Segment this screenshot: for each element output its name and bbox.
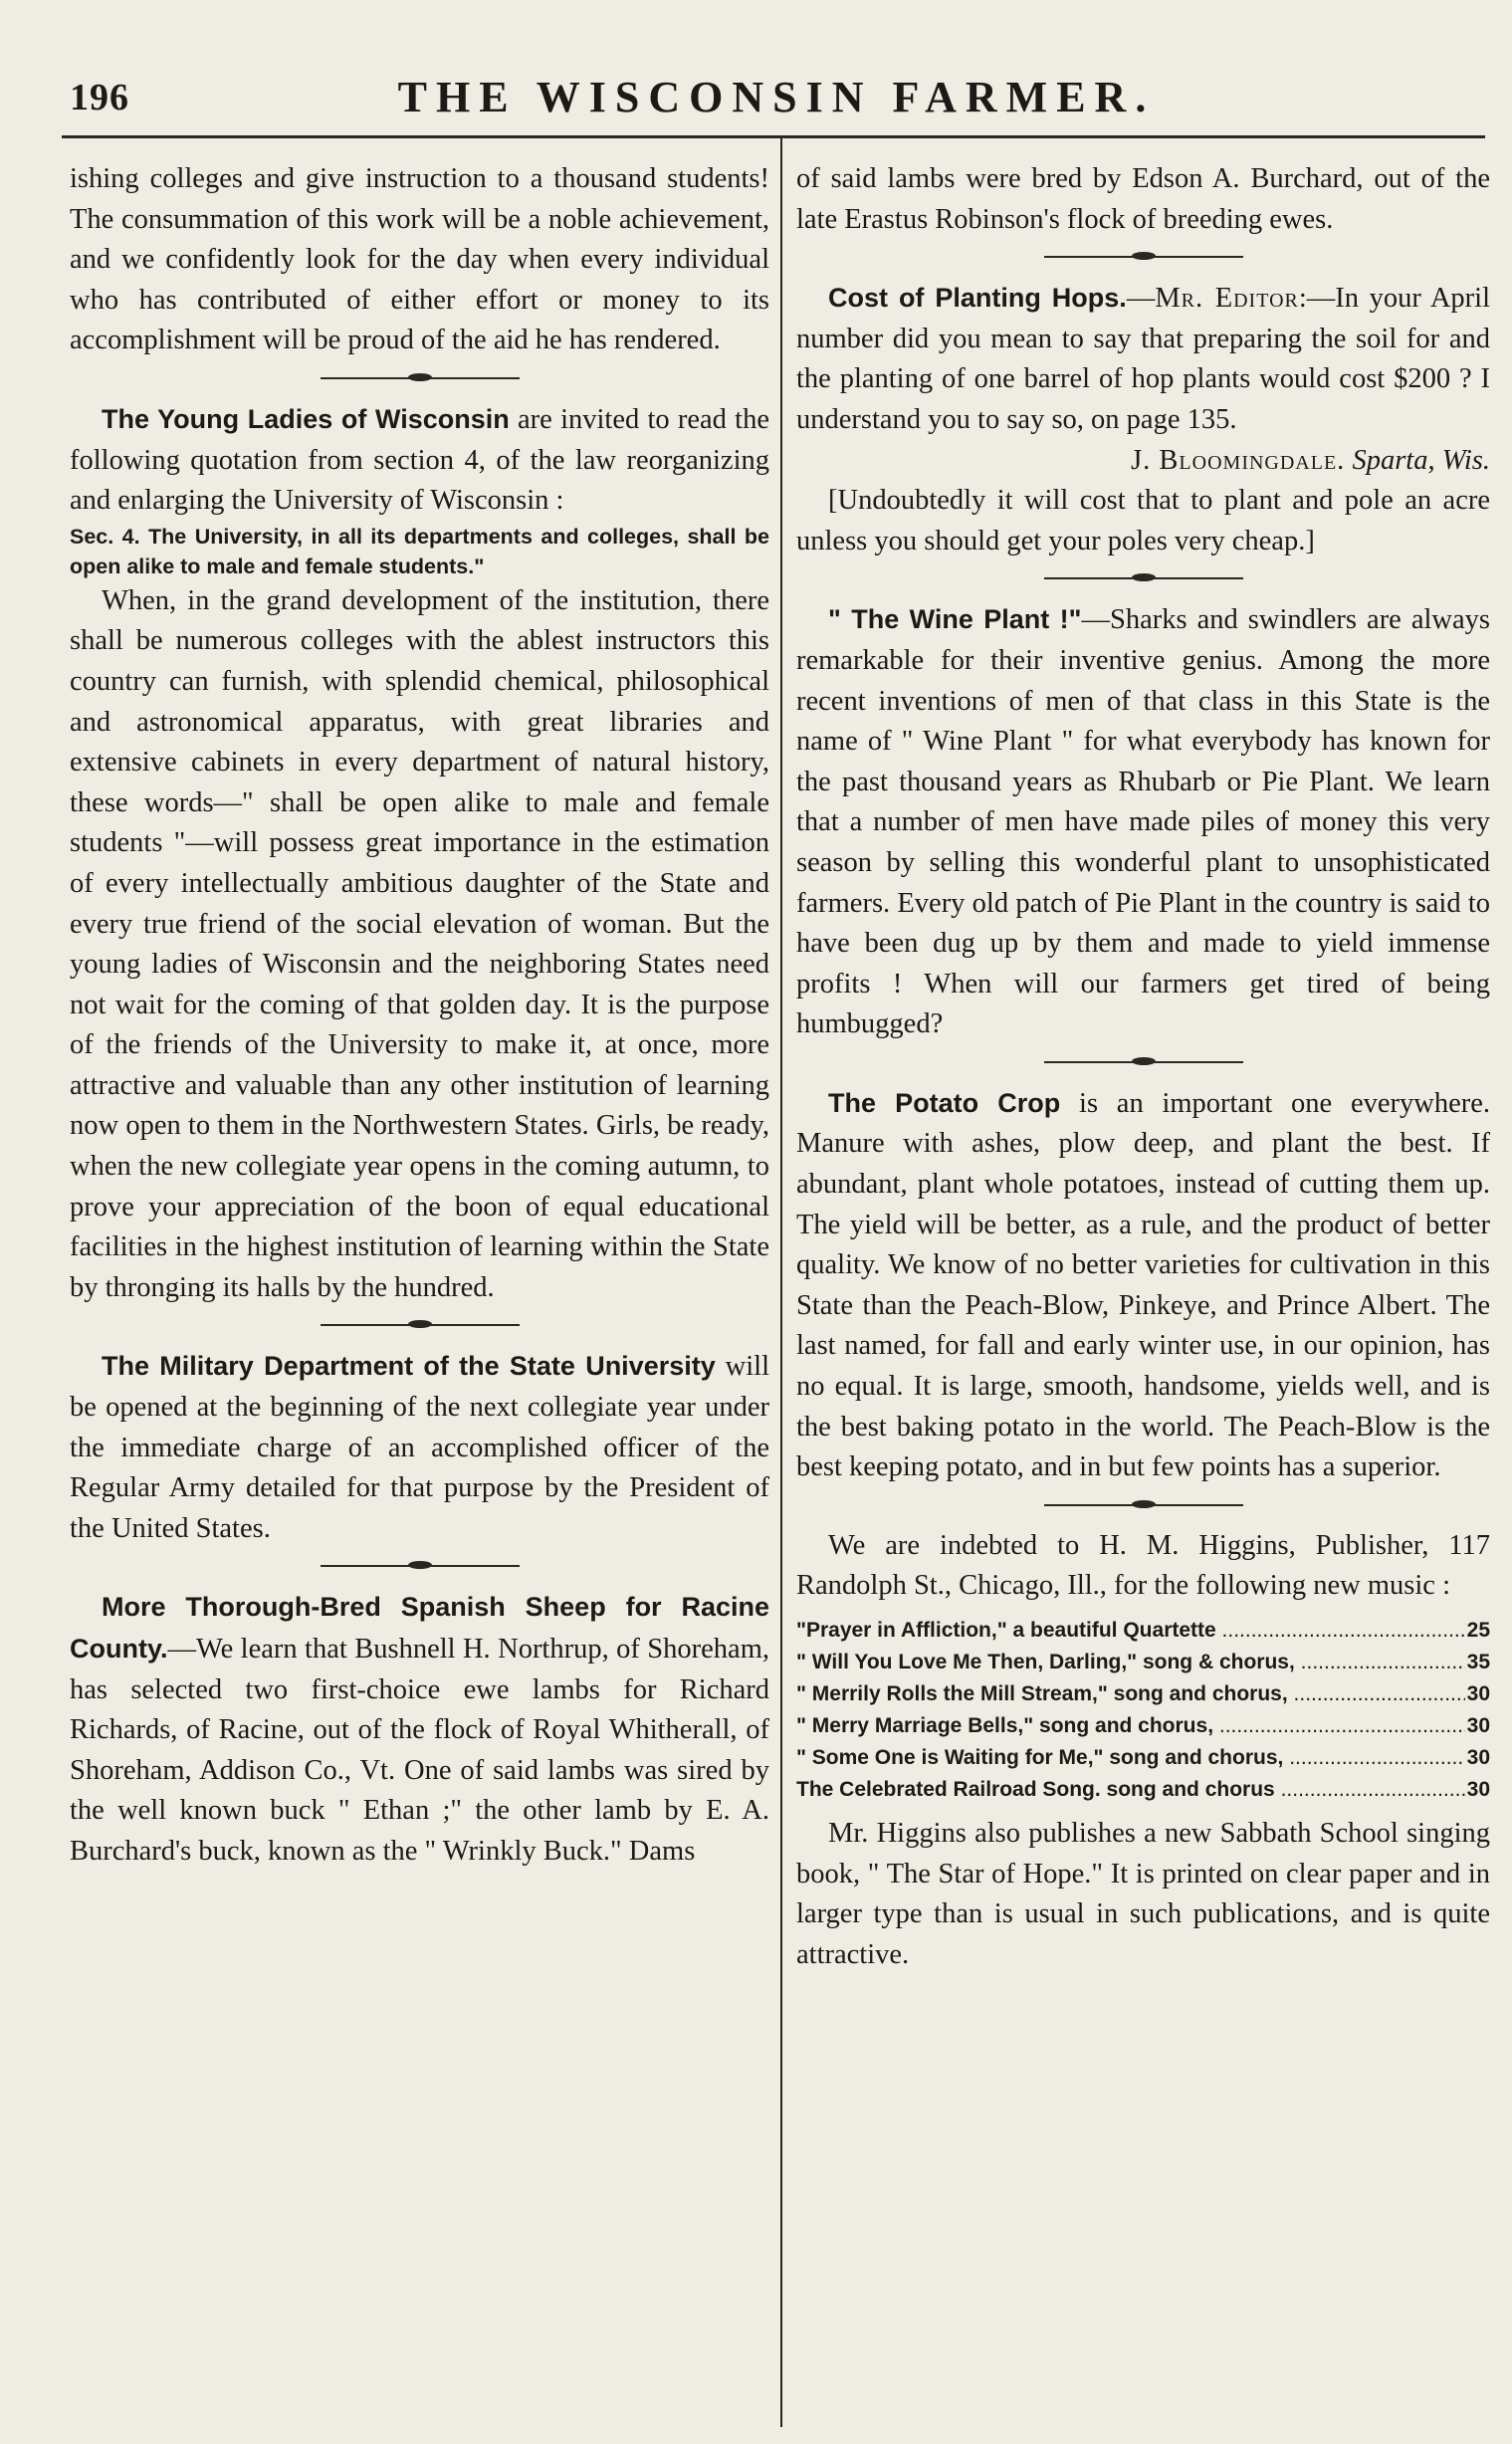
music-title: " Will You Love Me Then, Darling," song & chorus, ..... <box>796 1647 1465 1678</box>
law-quotation: Sec. 4. The University, in all its departments and colleges, shall be open alike to male and female students." <box>70 524 769 578</box>
right-column <box>796 159 1490 1975</box>
article-hops-heading: Cost of Planting Hops. <box>828 283 1127 314</box>
music-price: 30 <box>1466 1746 1490 1769</box>
article-wine-plant <box>796 599 1490 1045</box>
article-hops-dash: — <box>1126 283 1156 315</box>
list-item <box>796 1678 1490 1710</box>
article-separator <box>321 1563 520 1569</box>
article-separator <box>1044 575 1243 581</box>
article-young-ladies-body: When, in the grand development of the institution, there shall be numerous colleges with the ablest instructors this country can furnish, with splendid chemical, philosophical and astronomical apparatus, with great libraries and extensive cabinets in every department of natural history, these words—" shall be open alike to male and female students "—will possess great importance in the estimation of every intellectually ambitious daughter of the State and every true friend of the social elevation of woman. But the young ladies of Wisconsin and the neighboring States need not wait for the coming of that golden day. It is the purpose of the friends of the University to make it, at once, more attractive and valuable than any other institution of learning now open to them in the Northwestern States. Girls, be ready, when the new collegiate year opens in the coming autumn, to prove your appreciation of the boon of equal educational facilities in the highest institution of learning within the State by thronging its halls by the hundred. <box>70 584 769 1303</box>
list-item <box>796 1710 1490 1742</box>
music-price: 30 <box>1466 1714 1490 1737</box>
article-potato-body: is an important one everywhere. Manure with ashes, plow deep, and plant the best. If abundant, plant whole potatoes, instead of cutting them up. The yield will be better, as a rule, and the product of better quality. We know of no better varieties for cultivation in this State than the Peach-Blow, Pinkeye, and Prince Albert. The last named, for fall and early winter use, in our opinion, has no equal. It is large, smooth, handsome, yields well, and is the best baking potato in the world. The Peach-Blow is the best keeping potato, and in but few points has a superior. <box>796 1087 1490 1483</box>
article-hops-reply: [Undoubtedly it will cost that to plant and pole an acre unless you should get your poles very cheap.] <box>796 485 1490 556</box>
page-number: 196 <box>70 77 129 118</box>
article-sheep-continued: of said lambs were bred by Edson A. Burchard, out of the late Erastus Robinson's flock of breeding ewes. <box>796 163 1490 235</box>
left-column <box>70 159 769 1873</box>
article-hops-signature <box>796 441 1490 482</box>
music-price: 30 <box>1466 1682 1490 1705</box>
article-military <box>70 1346 769 1549</box>
signature-name: J. Bloomingdale. <box>1131 444 1346 476</box>
music-title: "Prayer in Affliction," a beautiful Quartette ..... <box>796 1615 1465 1647</box>
column-divider <box>780 137 782 2427</box>
article-separator <box>321 375 520 381</box>
article-young-ladies-heading: The Young Ladies of Wisconsin <box>102 403 510 434</box>
article-young-ladies-intro <box>70 399 769 522</box>
music-title: The Celebrated Railroad Song. song and chorus ..... <box>796 1774 1465 1806</box>
page-header <box>70 68 1483 127</box>
article-potato <box>796 1083 1490 1488</box>
music-title: " Merrily Rolls the Mill Stream," song and chorus, ..... <box>796 1678 1465 1710</box>
article-wine-heading: " The Wine Plant !" <box>828 604 1082 635</box>
article-wine-body: —Sharks and swindlers are always remarkable for their inventive genius. Among the more recent inventions of men of that class in this State is the name of " Wine Plant " for what everybody has known for the past thousand years as Rhubarb or Pie Plant. We learn that a number of men have made piles of money this very season by selling this wonderful plant to unsophisticated farmers. Every old patch of Pie Plant in the country is said to have been dug up by them and made to yield immense profits ! When will our farmers get tired of being humbugged? <box>796 604 1490 1040</box>
article-separator <box>1044 254 1243 260</box>
article-sheep-body: —We learn that Bushnell H. Northrup, of Shoreham, has selected two first-choice ewe lambs for Richard Richards, of Racine, out of the flock of Royal Whitherall, of Shoreham, Addison Co., Vt. One of said lambs was sired by the well known buck " Ethan ;" the other lamb by E. A. Burchard's buck, known as the " Wrinkly Buck." Dams <box>70 1634 769 1867</box>
music-list <box>796 1615 1490 1806</box>
music-title: " Merry Marriage Bells," song and chorus, ..... <box>796 1710 1465 1742</box>
music-price: 35 <box>1466 1651 1490 1673</box>
article-sheep-heading: More Thorough-Bred Spanish Sheep for Racine County. <box>70 1592 769 1664</box>
list-item <box>796 1742 1490 1774</box>
list-item <box>796 1774 1490 1806</box>
article-colleges-continued: ishing colleges and give instruction to a thousand students! The consummation of this work will be a noble achievement, and we confidently look for the day when every individual who has contributed of either effort or money to its accomplishment will be proud of the aid he has rendered. <box>70 163 769 356</box>
music-title: " Some One is Waiting for Me," song and chorus, ..... <box>796 1742 1465 1774</box>
article-young-ladies-intro-text: are invited to read the following quotation from section 4, of the law reorganizing and enlarging the University of Wisconsin : <box>70 403 769 517</box>
article-sheep <box>70 1587 769 1872</box>
signature-place: Sparta, Wis. <box>1352 444 1490 476</box>
article-military-body: will be opened at the beginning of the next collegiate year under the immediate charge of an accomplished officer of the Regular Army detailed for that purpose by the President of the United States. <box>70 1351 769 1544</box>
article-separator <box>1044 1502 1243 1508</box>
article-hops-editor: Mr. Editor <box>1155 283 1299 315</box>
header-rule <box>62 135 1485 138</box>
music-price: 30 <box>1466 1778 1490 1801</box>
masthead-title: THE WISCONSIN FARMER. <box>397 73 1156 121</box>
article-hops <box>796 278 1490 440</box>
article-music-closing: Mr. Higgins also publishes a new Sabbath School singing book, " The Star of Hope." It is printed on clear paper and in larger type than is usual in such publications, and is quite attractive. <box>796 1818 1490 1970</box>
list-item <box>796 1647 1490 1678</box>
article-music-intro: We are indebted to H. M. Higgins, Publisher, 117 Randolph St., Chicago, Ill., for the following new music : <box>796 1529 1490 1602</box>
article-potato-heading: The Potato Crop <box>828 1087 1061 1118</box>
article-military-heading: The Military Department of the State University <box>102 1351 716 1382</box>
article-separator <box>321 1322 520 1328</box>
list-item <box>796 1615 1490 1647</box>
article-hops-body: :—In your April number did you mean to say that preparing the soil for and the planting of one barrel of hop plants would cost $200 ? I understand you to say so, on page 135. <box>796 283 1490 435</box>
article-separator <box>1044 1059 1243 1065</box>
music-price: 25 <box>1466 1619 1490 1642</box>
